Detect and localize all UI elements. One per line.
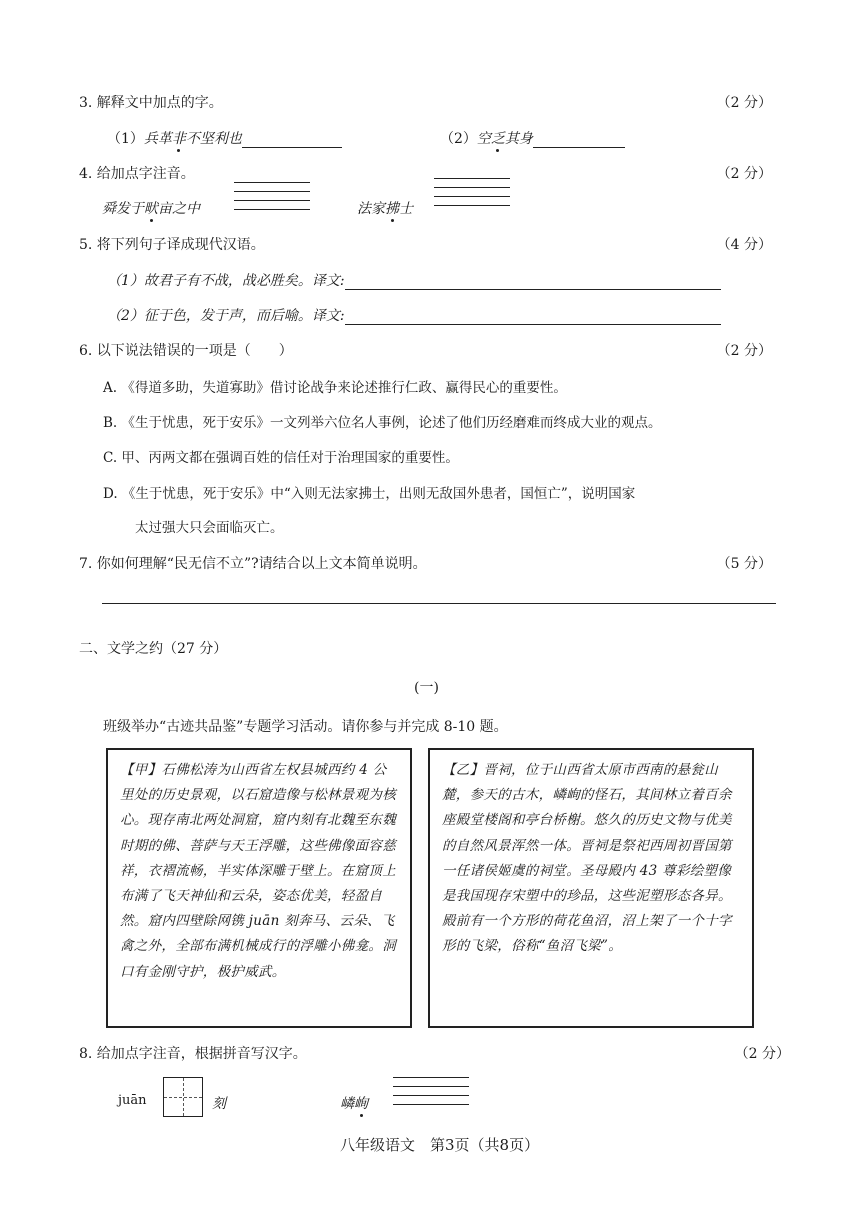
q3-item2: （2）空乏其身 [440, 128, 625, 148]
q5-translation2-blank[interactable] [345, 308, 721, 325]
q6-option-d-cont: 太过强大只会面临灭亡。 [135, 520, 284, 536]
q8-score: （2 分） [734, 1046, 790, 1062]
section2-subheading: (一) [414, 680, 439, 696]
q7-answer-line[interactable] [102, 603, 776, 604]
text-box-jia: 【甲】石佛松涛为山西省左权县城西约 4 公里处的历史景观，以石窟造像与松林景观为核心。现存南北两处洞窟，窟内刻有北魏至东魏时期的佛、菩萨与天王浮雕，这些佛像面容慈祥，衣褶流畅，半实体深雕于壁上。在窟顶上布满了飞天神仙和云朵，姿态优美，轻盈自然。窟内四壁除网镌 juān 刻奔马、云朵、飞禽之外，全部布满机械成行的浮雕小佛龛。洞口有金刚守护，极护威武。 [106, 748, 412, 1028]
dotted-char: 乏 [490, 131, 505, 147]
q6-option-d[interactable]: D. 《生于忧患，死于安乐》中“入则无法家拂士，出则无敌国外患者，国恒亡”，说明国家 [103, 486, 636, 502]
q4-pinyin-lines-1[interactable] [234, 182, 310, 218]
q4-score: （2 分） [716, 166, 772, 182]
dotted-char: 峋 [354, 1096, 368, 1112]
q3-item2-label: （2） [440, 131, 477, 147]
q4-pinyin-lines-2[interactable] [434, 178, 510, 214]
q5-item1: （1）故君子有不战，战必胜矣。译文: [107, 270, 721, 290]
q6-option-c[interactable]: C. 甲、丙两文都在强调百姓的信任对于治理国家的重要性。 [103, 450, 459, 466]
q5-item2: （2）征于色，发于声，而后喻。译文: [107, 305, 721, 325]
dotted-char: 非 [171, 131, 186, 147]
q3-answer1-blank[interactable] [242, 131, 342, 148]
section2-heading: 二、文学之约（27 分） [79, 641, 228, 657]
dotted-char: 拂 [385, 201, 399, 217]
q8-writing-grid[interactable] [163, 1077, 203, 1117]
q4-item2: 法家拂士 [357, 201, 413, 217]
q3-item1: （1）兵革非不坚利也 [107, 128, 342, 148]
text-box-yi: 【乙】晋祠，位于山西省太原市西南的悬瓮山麓，参天的古木，嶙峋的怪石，其间林立着百余座殿堂楼阁和亭台桥榭。悠久的历史文物与优美的自然风景浑然一体。晋祠是祭祀西周初晋国第一任诸侯姬虞的祠堂。圣母殿内 43 尊彩绘塑像是我国现存宋塑中的珍品，这些泥塑形态各异。殿前有一个方形的荷花鱼沼，沼上架了一个十字形的飞梁，俗称“鱼沼飞梁”。 [428, 748, 754, 1028]
q6-option-b[interactable]: B. 《生于忧患，死于安乐》一文列举六位名人事例，论述了他们历经磨难而终成大业的观点。 [103, 415, 662, 431]
q8-word: 嶙峋 [340, 1096, 368, 1112]
q6-score: （2 分） [716, 343, 772, 359]
page-footer: 八年级语文 第3页（共8页） [340, 1136, 540, 1154]
q8-char-after-box: 刻 [212, 1096, 226, 1112]
q4-stem: 4. 给加点字注音。 [79, 166, 195, 182]
q3-stem: 3. 解释文中加点的字。 [79, 95, 223, 111]
q6-stem: 6. 以下说法错误的一项是（ ） [79, 343, 293, 359]
q8-stem: 8. 给加点字注音，根据拼音写汉字。 [79, 1046, 307, 1062]
q3-answer2-blank[interactable] [533, 131, 625, 148]
q8-pinyin: juān [118, 1093, 147, 1108]
q3-item1-label: （1） [107, 131, 144, 147]
q4-item1: 舜发于畎亩之中 [102, 201, 200, 217]
q5-translation1-blank[interactable] [345, 273, 721, 290]
q8-pinyin-lines[interactable] [393, 1077, 469, 1113]
q7-score: （5 分） [716, 556, 772, 572]
q3-score: （2 分） [716, 95, 772, 111]
dotted-char: 畎 [144, 201, 158, 217]
q6-option-a[interactable]: A. 《得道多助，失道寡助》借讨论战争来论述推行仁政、赢得民心的重要性。 [103, 380, 567, 396]
q7-stem: 7. 你如何理解“民无信不立”?请结合以上文本简单说明。 [79, 556, 427, 572]
section2-intro: 班级举办“古迹共品鉴”专题学习活动。请你参与并完成 8-10 题。 [103, 719, 508, 735]
q5-stem: 5. 将下列句子译成现代汉语。 [79, 237, 265, 253]
q5-score: （4 分） [716, 237, 772, 253]
